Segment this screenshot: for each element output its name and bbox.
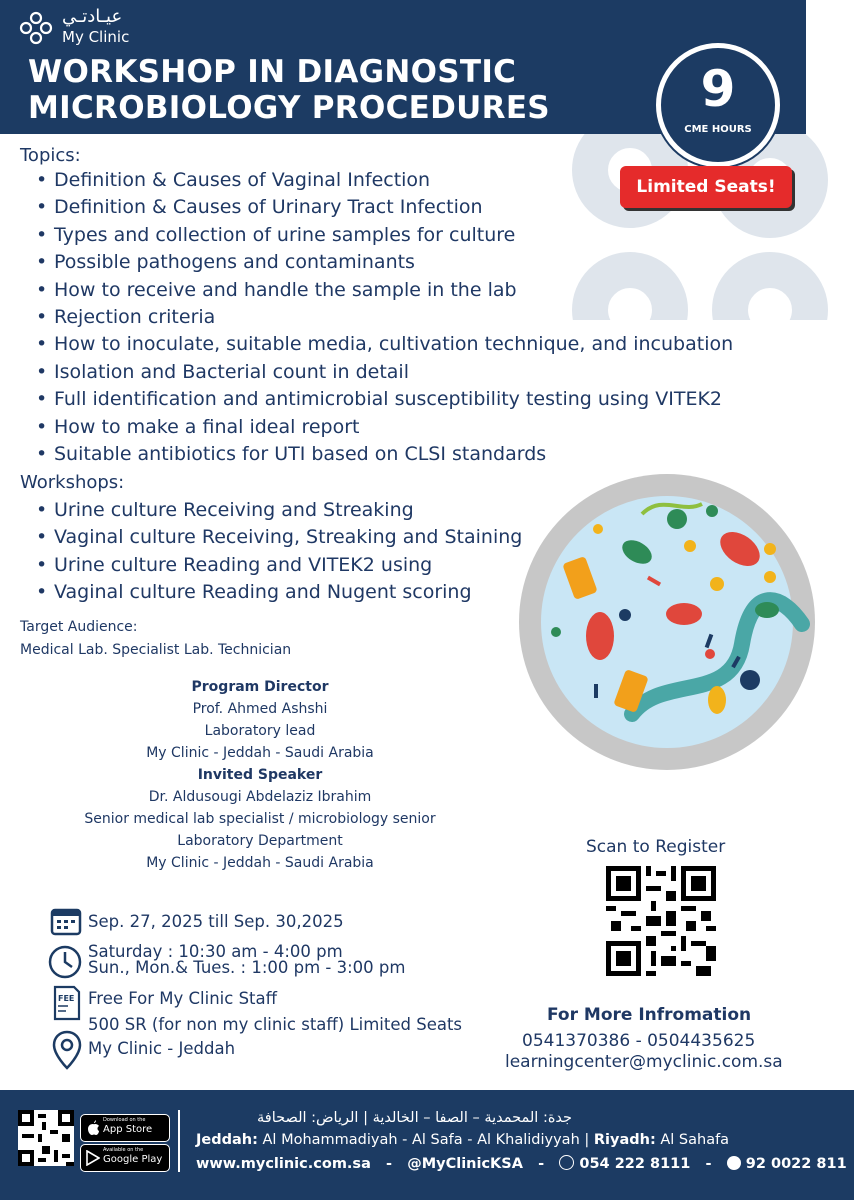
event-time-weekdays: Sun., Mon.& Tues. : 1:00 pm - 3:00 pm (88, 958, 406, 977)
speaker-heading: Invited Speaker (197, 767, 323, 783)
speaker-role: Senior medical lab specialist / microbiology senior (84, 811, 436, 827)
app-store-label: App Store (103, 1124, 153, 1135)
event-location: My Clinic - Jeddah (88, 1039, 236, 1058)
topics-heading: Topics: (20, 145, 81, 166)
location-pin-icon (52, 1030, 82, 1070)
register-qr-code[interactable] (606, 866, 716, 976)
footer-contacts (196, 1155, 847, 1172)
app-store-small: Download on the (103, 1117, 146, 1123)
more-info-email[interactable]: learningcenter@myclinic.com.sa (505, 1052, 783, 1072)
topics-list (36, 167, 733, 468)
riyadh-label: Riyadh: (593, 1132, 656, 1148)
director-role: Laboratory lead (204, 723, 316, 739)
apple-icon (86, 1119, 100, 1136)
list-item: • Full identification and antimicrobial susceptibility testing using VITEK2 (36, 386, 733, 413)
jeddah-label: Jeddah: (196, 1132, 258, 1148)
list-item: • Types and collection of urine samples for culture (36, 222, 733, 249)
contact-separator: - (528, 1156, 555, 1172)
fee-non-staff: 500 SR (for non my clinic staff) Limited Seats (88, 1015, 463, 1034)
list-item: • How to receive and handle the sample in the lab (36, 277, 733, 304)
list-item: • Definition & Causes of Urinary Tract Infection (36, 194, 733, 221)
page-title-line2: MICROBIOLOGY PROCEDURES (28, 90, 550, 126)
audience-heading: Target Audience: (20, 619, 138, 635)
contact-separator: - (375, 1156, 403, 1172)
page-title-line1: WORKSHOP IN DIAGNOSTIC (28, 54, 517, 90)
google-play-label: Google Play (103, 1154, 163, 1165)
list-item: • Rejection criteria (36, 304, 733, 331)
audience-value: Medical Lab. Specialist Lab. Technician (20, 642, 292, 658)
social-handle[interactable]: @MyClinicKSA (407, 1156, 523, 1172)
footer-divider (178, 1110, 180, 1172)
speaker-place: My Clinic - Jeddah - Saudi Arabia (146, 855, 374, 871)
event-date: Sep. 27, 2025 till Sep. 30,2025 (88, 912, 344, 931)
footer-arabic-text: جدة: المحمدية – الصفا – الخالدية | الرياض: الصحافة (257, 1110, 572, 1126)
list-item: • Possible pathogens and contaminants (36, 249, 733, 276)
director-name: Prof. Ahmed Ashshi (192, 701, 328, 717)
director-heading: Program Director (191, 679, 329, 695)
whatsapp-number[interactable]: 054 222 8111 (579, 1156, 691, 1172)
director-place: My Clinic - Jeddah - Saudi Arabia (146, 745, 374, 761)
speaker-name: Dr. Aldusougi Abdelaziz Ibrahim (148, 789, 372, 805)
cme-hours-number: 9 (700, 60, 736, 118)
cme-hours-label: CME HOURS (684, 124, 752, 135)
list-item: • How to make a final ideal report (36, 414, 733, 441)
list-item: • Urine culture Receiving and Streaking (36, 497, 522, 524)
scan-register-label: Scan to Register (586, 837, 726, 857)
list-item: • Suitable antibiotics for UTI based on CLSI standards (36, 441, 733, 468)
contact-separator: - (695, 1156, 722, 1172)
list-item: • Definition & Causes of Vaginal Infection (36, 167, 733, 194)
calendar-icon (50, 906, 82, 936)
whatsapp-icon (559, 1155, 574, 1170)
more-info-heading: For More Infromation (547, 1005, 752, 1025)
fee-icon-label: FEE (58, 994, 75, 1003)
event-time-saturday: Saturday : 10:30 am - 4:00 pm (88, 942, 343, 961)
more-info-phones: 0541370386 - 0504435625 (522, 1031, 756, 1051)
logo-icon (18, 10, 54, 46)
phone-number[interactable]: 92 0022 811 (745, 1156, 847, 1172)
location-separator: | (584, 1132, 594, 1148)
jeddah-value: Al Mohammadiyah - Al Safa - Al Khalidiyyah (262, 1132, 580, 1148)
riyadh-value: Al Sahafa (660, 1132, 730, 1148)
footer-locations (196, 1132, 729, 1148)
footer-qr-code[interactable] (18, 1110, 74, 1166)
fee-staff: Free For My Clinic Staff (88, 989, 278, 1008)
list-item: • How to inoculate, suitable media, cultivation technique, and incubation (36, 331, 733, 358)
speaker-dept: Laboratory Department (177, 833, 343, 849)
website-link[interactable]: www.myclinic.com.sa (196, 1156, 371, 1172)
google-play-icon (86, 1150, 100, 1166)
limited-seats-badge: Limited Seats! (620, 166, 792, 208)
logo-english: My Clinic (62, 28, 130, 46)
cme-badge (656, 43, 780, 167)
list-item: • Vaginal culture Reading and Nugent scoring (36, 579, 522, 606)
workshops-heading: Workshops: (20, 472, 125, 493)
logo-arabic: عيـادتـي (62, 6, 123, 27)
phone-icon (727, 1156, 741, 1170)
google-play-small: Available on the (103, 1147, 144, 1153)
google-play-button[interactable] (80, 1144, 170, 1172)
petri-dish-illustration (512, 474, 822, 774)
list-item: • Urine culture Reading and VITEK2 using (36, 552, 522, 579)
program-director (70, 676, 450, 874)
fee-icon (52, 985, 82, 1021)
app-store-button[interactable] (80, 1114, 170, 1142)
workshops-list (36, 497, 522, 607)
clock-icon (47, 944, 83, 980)
list-item: • Vaginal culture Receiving, Streaking and Staining (36, 524, 522, 551)
list-item: • Isolation and Bacterial count in detail (36, 359, 733, 386)
